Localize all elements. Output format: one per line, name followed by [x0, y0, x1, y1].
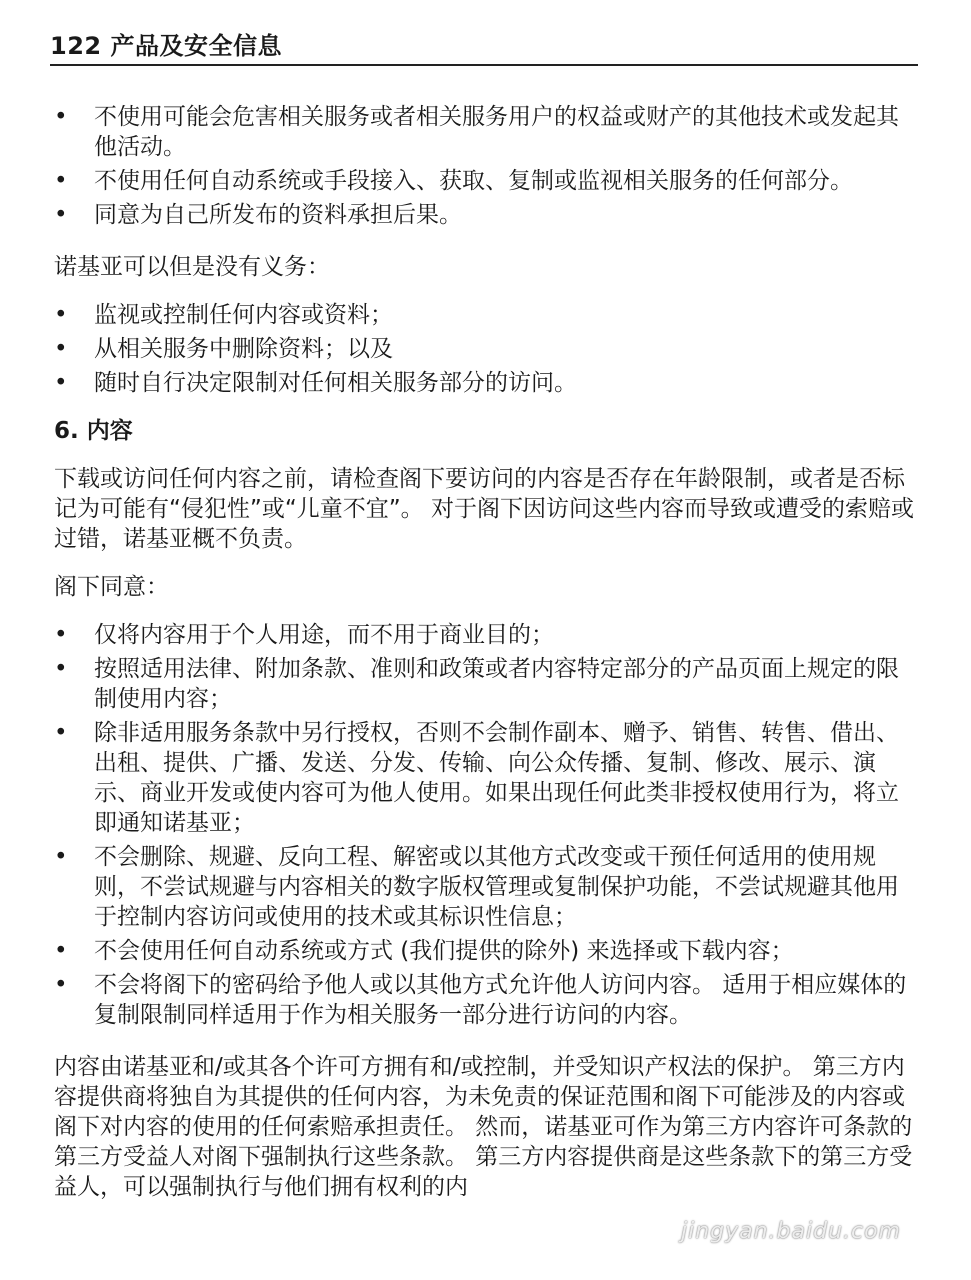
page-header — [50, 32, 918, 66]
bullet-list — [54, 620, 916, 1030]
list-item: • 不使用可能会危害相关服务或者相关服务用户的权益或财产的其他技术或发起其他活动。 — [54, 102, 916, 162]
list-item: • 仅将内容用于个人用途，而不用于商业目的； — [54, 620, 916, 650]
list-item: • 同意为自己所发布的资料承担后果。 — [54, 200, 916, 230]
list-item: • 不使用任何自动系统或手段接入、获取、复制或监视相关服务的任何部分。 — [54, 166, 916, 196]
list-item: • 不会使用任何自动系统或方式 (我们提供的除外) 来选择或下载内容； — [54, 936, 916, 966]
list-item: • 除非适用服务条款中另行授权，否则不会制作副本、赠予、销售、转售、借出、出租、提供、广播、发送、分发、传输、向公众传播、复制、修改、展示、演示、商业开发或使内容可为他人使用。如果出现任何此类非授权使用行为，将立即通知诺基亚； — [54, 718, 916, 838]
bullet-list — [54, 300, 916, 398]
paragraph: 阁下同意： — [54, 574, 169, 600]
list-item: • 随时自行决定限制对任何相关服务部分的访问。 — [54, 368, 916, 398]
list-item: • 按照适用法律、附加条款、准则和政策或者内容特定部分的产品页面上规定的限制使用内容； — [54, 654, 916, 714]
list-item: • 不会将阁下的密码给予他人或以其他方式允许他人访问内容。 适用于相应媒体的复制限制同样适用于作为相关服务一部分进行访问的内容。 — [54, 970, 916, 1030]
page-content — [54, 102, 916, 1202]
paragraph: 下载或访问任何内容之前，请检查阁下要访问的内容是否存在年龄限制，或者是否标记为可能有“侵犯性”或“儿童不宜”。 对于阁下因访问这些内容而导致或遭受的索赔或过错，诺基亚概不负责。 — [54, 466, 914, 552]
page-title: 122 产品及安全信息 — [50, 32, 282, 60]
list-item: • 从相关服务中删除资料；以及 — [54, 334, 916, 364]
section-heading: 6. 内容 — [54, 418, 133, 444]
paragraph: 内容由诺基亚和/或其各个许可方拥有和/或控制，并受知识产权法的保护。 第三方内容提供商将独自为其提供的任何内容，为未免责的保证范围和阁下可能涉及的内容或阁下对内容的使用的任何索赔承担责任。 然而，诺基亚可作为第三方内容许可条款的第三方受益人对阁下强制执行这些条款。 第三方内容提供商是这些条款下的第三方受益人，可以强制执行与他们拥有权利的内 — [54, 1054, 913, 1200]
list-item: • 监视或控制任何内容或资料； — [54, 300, 916, 330]
bullet-list — [54, 102, 916, 230]
watermark: jingyan.baidu.com — [680, 1219, 901, 1244]
paragraph: 诺基亚可以但是没有义务： — [54, 254, 330, 280]
list-item: • 不会删除、规避、反向工程、解密或以其他方式改变或干预任何适用的使用规则，不尝试规避与内容相关的数字版权管理或复制保护功能，不尝试规避其他用于控制内容访问或使用的技术或其标识性信息； — [54, 842, 916, 932]
